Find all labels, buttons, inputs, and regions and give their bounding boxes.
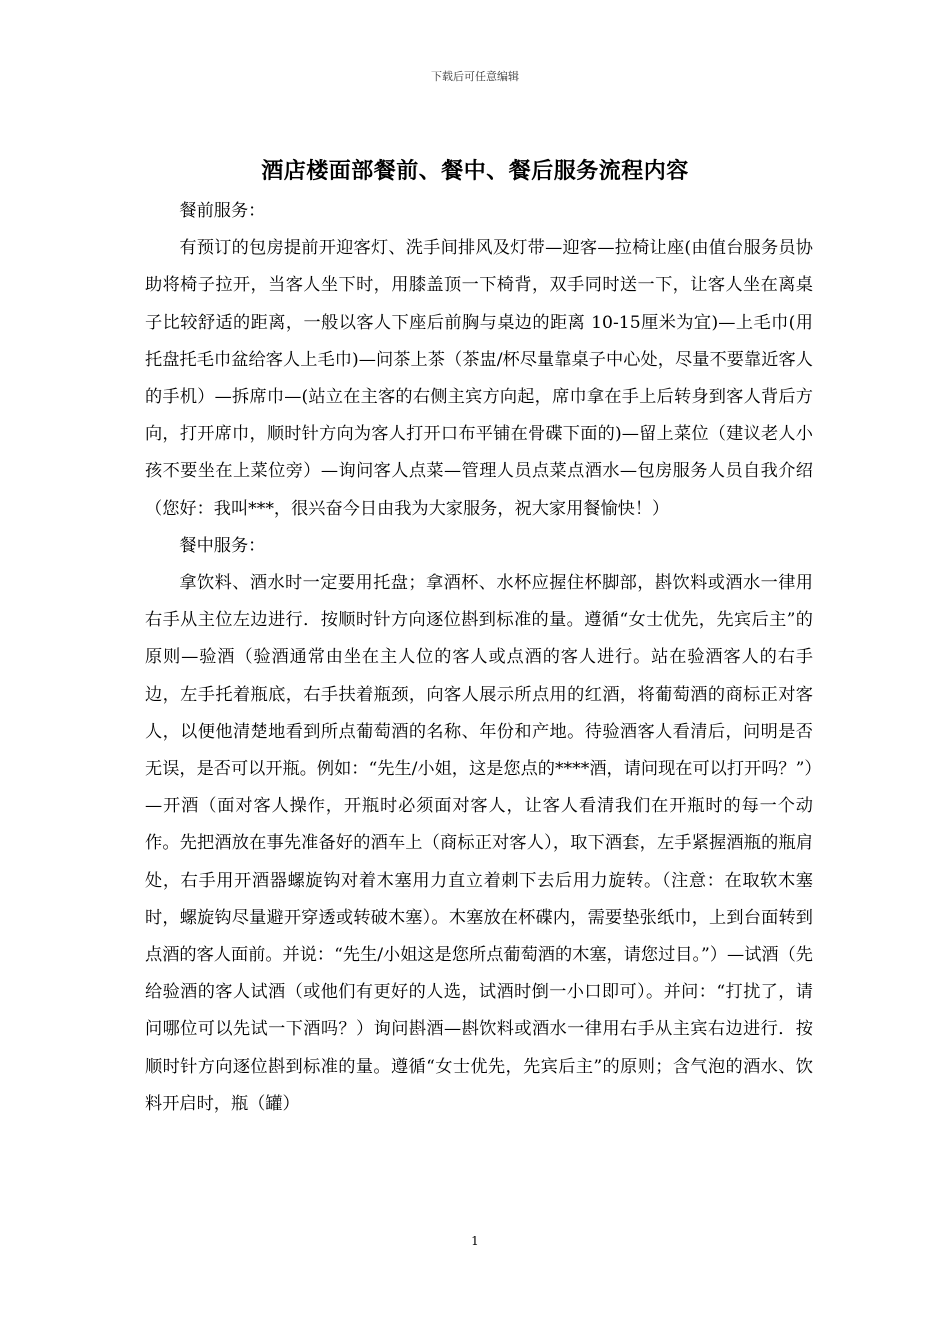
document-body	[145, 193, 813, 1123]
section-heading-pre-meal: 餐前服务：	[179, 201, 266, 221]
section-content-during-meal: 拿饮料、酒水时一定要用托盘；拿酒杯、水杯应握住杯脚部，斟饮料或酒水一律用右手从主位左边进行．按顺时针方向逐位斟到标准的量。遵循“女士优先，先宾后主”的原则—验酒（验酒通常由坐在主人位的客人或点酒的客人进行。站在验酒客人的右手边，左手托着瓶底，右手扶着瓶颈，向客人展示所点用的红酒，将葡萄酒的商标正对客人，以便他清楚地看到所点葡萄酒的名称、年份和产地。待验酒客人看清后，问明是否无误，是否可以开瓶。例如：“先生/小姐，这是您点的****酒，请问现在可以打开吗？”）—开酒（面对客人操作，开瓶时必须面对客人，让客人看清我们在开瓶时的每一个动作。先把酒放在事先准备好的酒车上（商标正对客人），取下酒套，左手紧握酒瓶的瓶肩处，右手用开酒器螺旋钩对着木塞用力直立着刺下去后用力旋转。（注意：在取软木塞时，螺旋钩尽量避开穿透或转破木塞）。木塞放在杯碟内，需要垫张纸巾，上到台面转到点酒的客人面前。并说：“先生/小姐这是您所点葡萄酒的木塞，请您过目。”）—试酒（先给验酒的客人试酒（或他们有更好的人选，试酒时倒一小口即可）。并问：“打扰了，请问哪位可以先试一下酒吗？）询问斟酒—斟饮料或酒水一律用右手从主宾右边进行．按顺时针方向逐位斟到标准的量。遵循“女士优先，先宾后主”的原则；含气泡的酒水、饮料开启时，瓶（罐）	[145, 573, 813, 1114]
document-title: 酒店楼面部餐前、餐中、餐后服务流程内容	[261, 158, 689, 184]
page-header: 下载后可任意编辑	[431, 70, 519, 83]
section-heading-during-meal: 餐中服务：	[179, 535, 266, 556]
section-content-pre-meal: 有预订的包房提前开迎客灯、洗手间排风及灯带—迎客—拉椅让座(由值台服务员协助将椅子拉开，当客人坐下时，用膝盖顶一下椅背，双手同时送一下，让客人坐在离桌子比较舒适的距离，一般以客人下座后前胸与桌边的距离 10-15厘米为宜)—上毛巾(用托盘托毛巾盆给客人上毛巾)—问茶上茶（茶盅/杯尽量靠桌子中心处，尽量不要靠近客人的手机）—拆席巾—(站立在主客的右侧主宾方向起，席巾拿在手上后转身到客人背后方向，打开席巾，顺时针方向为客人打开口布平铺在骨碟下面的)—留上菜位（建议老人小孩不要坐在上菜位旁）—询问客人点菜—管理人员点菜点酒水—包房服务人员自我介绍（您好：我叫***，很兴奋今日由我为大家服务，祝大家用餐愉快！）	[145, 238, 813, 519]
page-number: 1	[471, 1234, 479, 1248]
